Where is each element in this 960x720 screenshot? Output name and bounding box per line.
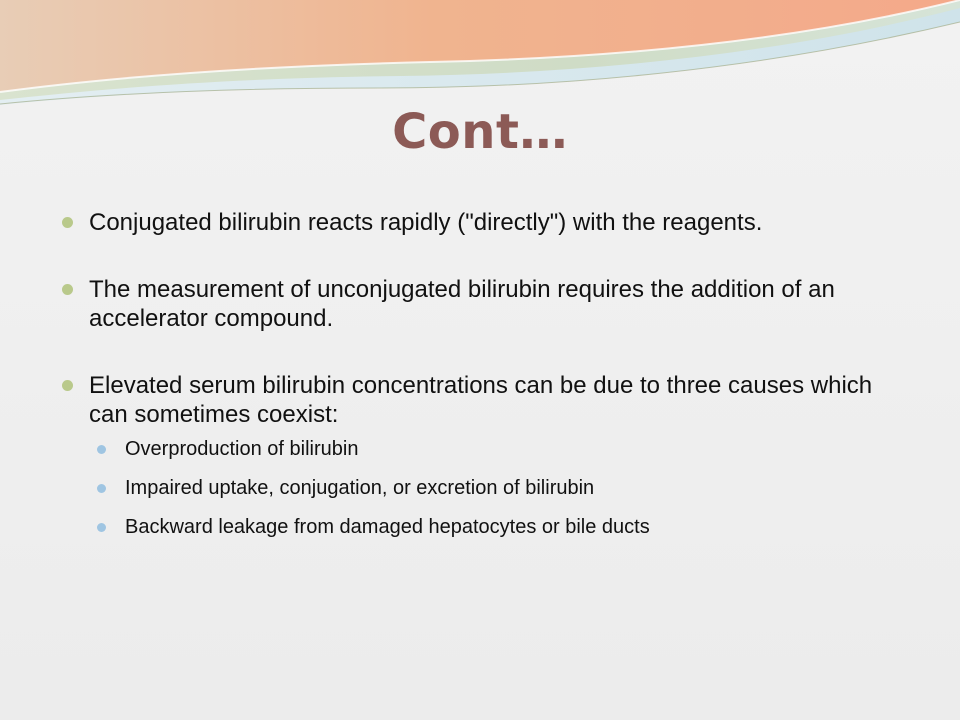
bullet-text: The measurement of unconjugated bilirubin requires the addition of an accelerator compound. <box>89 276 835 332</box>
sub-bullet-item <box>97 515 910 539</box>
sub-bullet-text: Overproduction of bilirubin <box>125 438 359 460</box>
bullet-dot-icon <box>62 380 73 391</box>
sub-bullet-list <box>97 437 910 539</box>
bullet-item <box>60 208 910 237</box>
sub-bullet-item <box>97 476 910 500</box>
sub-bullet-dot-icon <box>97 445 106 454</box>
bullet-item <box>60 275 910 333</box>
bullet-text: Conjugated bilirubin reacts rapidly ("directly") with the reagents. <box>89 209 763 236</box>
bullet-dot-icon <box>62 217 73 228</box>
slide-title: Cont… <box>392 104 568 160</box>
bullet-text: Elevated serum bilirubin concentrations can be due to three causes which can sometimes coexist: <box>89 372 873 428</box>
sub-bullet-text: Impaired uptake, conjugation, or excretion of bilirubin <box>125 477 595 499</box>
sub-bullet-dot-icon <box>97 484 106 493</box>
sub-bullet-item <box>97 437 910 461</box>
bullet-dot-icon <box>62 284 73 295</box>
sub-bullet-text: Backward leakage from damaged hepatocytes or bile ducts <box>125 516 650 538</box>
sub-bullet-dot-icon <box>97 523 106 532</box>
bullet-list <box>60 208 910 554</box>
bullet-item <box>60 371 910 539</box>
